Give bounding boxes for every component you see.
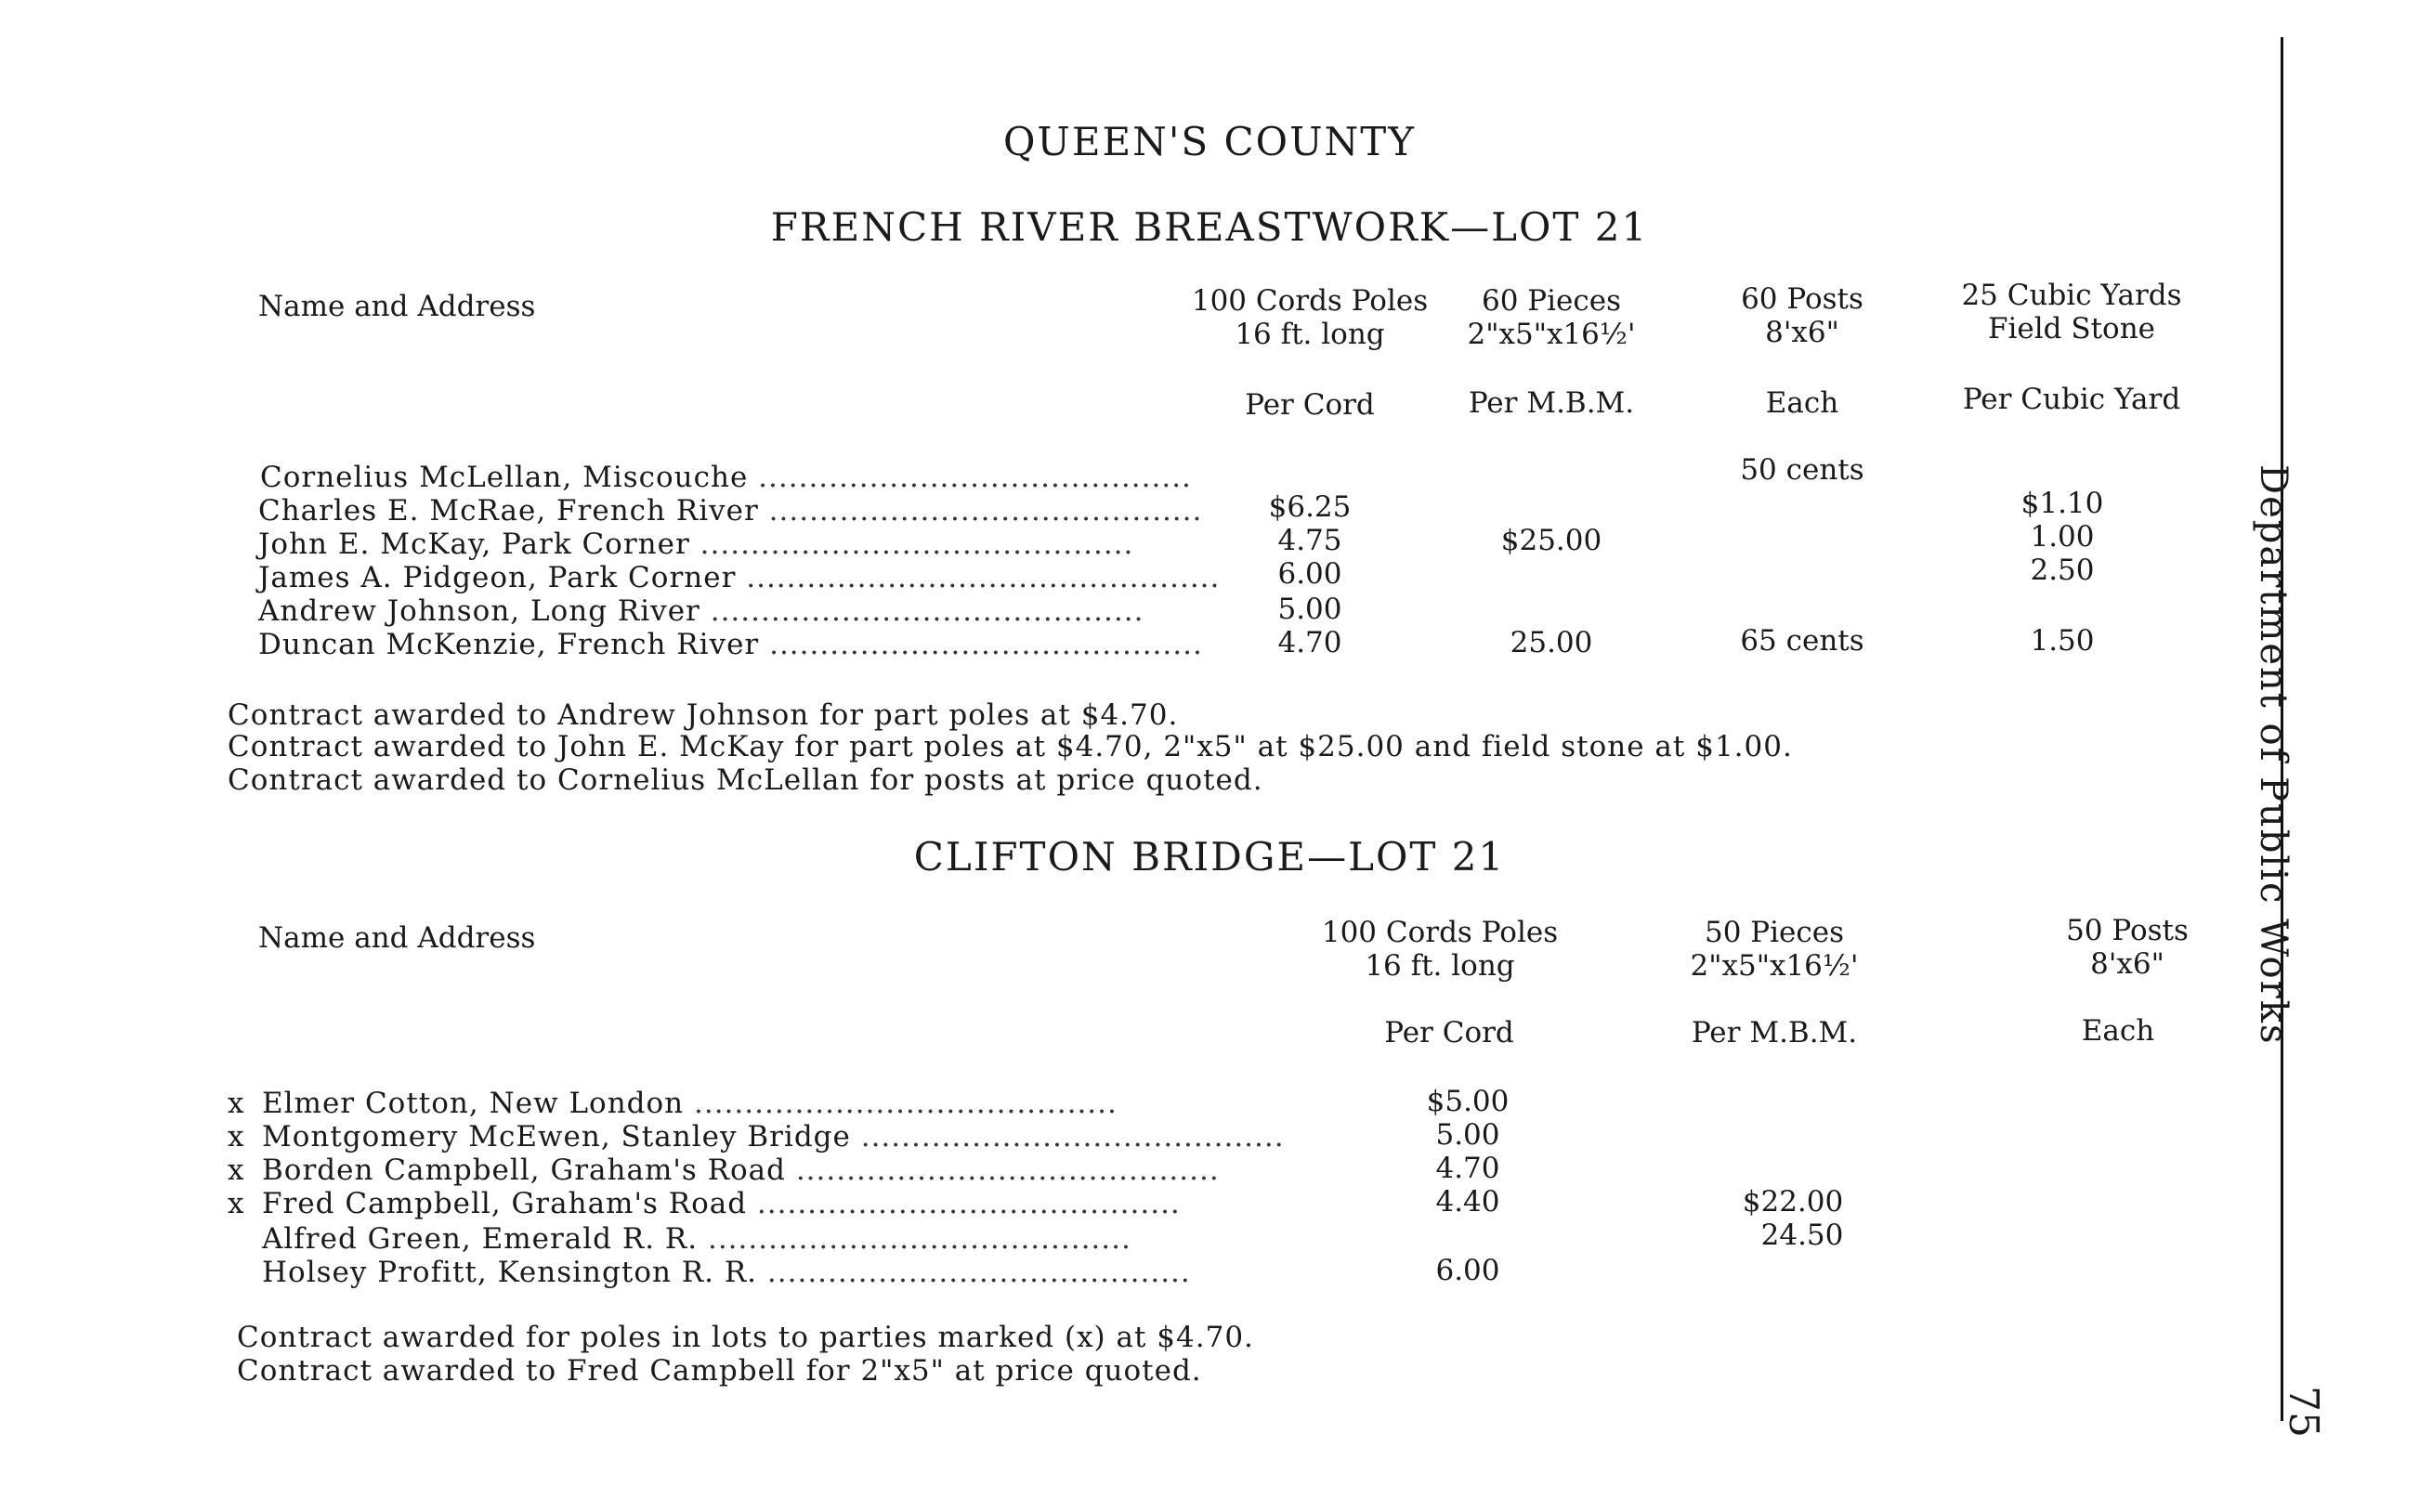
header-line: 50 Posts: [2066, 914, 2189, 947]
page-number: 75: [2280, 1386, 2327, 1438]
cell-value: $25.00: [1500, 524, 1602, 557]
contract-note: Contract awarded to Andrew Johnson for part poles at $4.70.: [228, 698, 1179, 732]
header-line: Field Stone: [1987, 312, 2156, 345]
row-name: Duncan McKenzie, French River ...........................................: [258, 628, 1203, 661]
contract-note: Contract awarded for poles in lots to parties marked (x) at $4.70.: [237, 1321, 1254, 1354]
cell-value: 4.70: [1435, 1152, 1500, 1185]
cell-value: 5.00: [1277, 593, 1342, 626]
unit-header: Per Cord: [1245, 388, 1375, 422]
cell-value: 25.00: [1510, 626, 1593, 659]
row-name: Fred Campbell, Graham's Road ..........................................: [262, 1187, 1181, 1220]
cell-value: 4.75: [1277, 524, 1342, 557]
header-line: 8'x6": [2090, 947, 2164, 981]
row-mark: x: [228, 1154, 245, 1187]
county-title: QUEEN'S COUNTY: [1002, 119, 1417, 164]
cell-value: $22.00: [1742, 1185, 1844, 1219]
cell-value: $6.25: [1268, 490, 1352, 524]
department-sidebar-title: Department of Public Works: [2252, 464, 2295, 1046]
cell-value: 6.00: [1435, 1254, 1500, 1287]
column-header: [1310, 916, 1570, 983]
header-line: 60 Pieces: [1481, 284, 1622, 318]
unit-header: Each: [1765, 386, 1839, 420]
column-header: [1449, 284, 1654, 351]
cell-value: 50 cents: [1740, 453, 1864, 487]
row-name: Charles E. McRae, French River ...........................................: [258, 494, 1203, 528]
column-header: [1942, 279, 2202, 345]
cell-value: 5.00: [1435, 1118, 1500, 1152]
column-header: [1654, 916, 1895, 983]
header-line: 16 ft. long: [1235, 318, 1385, 351]
header-line: 2"x5"x16½': [1467, 318, 1636, 351]
column-header: [1709, 282, 1895, 349]
header-line: 100 Cords Poles: [1321, 916, 1559, 949]
header-line: 2"x5"x16½': [1690, 949, 1859, 983]
name-address-header: Name and Address: [258, 290, 536, 323]
cell-value: $1.10: [2020, 487, 2104, 520]
row-name: James A. Pidgeon, Park Corner ...............................................: [258, 561, 1221, 594]
section-title: CLIFTON BRIDGE—LOT 21: [913, 834, 1506, 880]
cell-value: 2.50: [2030, 554, 2095, 587]
row-name: Alfred Green, Emerald R. R. ..........................................: [262, 1222, 1131, 1256]
row-name: Holsey Profitt, Kensington R. R. ..........................................: [262, 1256, 1191, 1289]
row-name: Borden Campbell, Graham's Road ..........................................: [262, 1154, 1220, 1187]
column-header: [2025, 914, 2229, 981]
cell-value: $5.00: [1426, 1085, 1510, 1118]
row-name: Montgomery McEwen, Stanley Bridge ..........................................: [262, 1120, 1285, 1154]
row-name: John E. McKay, Park Corner ...........................................: [258, 528, 1134, 561]
unit-header: Per M.B.M.: [1468, 386, 1635, 420]
unit-header: Per Cord: [1384, 1016, 1514, 1049]
unit-header: Per M.B.M.: [1691, 1016, 1858, 1049]
row-mark: x: [228, 1187, 245, 1220]
row-mark: x: [228, 1087, 245, 1120]
section-title: FRENCH RIVER BREASTWORK—LOT 21: [770, 204, 1649, 250]
header-line: 60 Posts: [1741, 282, 1863, 316]
row-name: Elmer Cotton, New London ..........................................: [262, 1087, 1118, 1120]
header-line: 100 Cords Poles: [1191, 284, 1429, 318]
row-name: Andrew Johnson, Long River ...........................................: [258, 594, 1144, 628]
contract-note: Contract awarded to John E. McKay for part poles at $4.70, 2"x5" at $25.00 and field stone at $1.00.: [228, 730, 1793, 763]
cell-value: 4.40: [1435, 1185, 1500, 1219]
header-line: 16 ft. long: [1365, 949, 1515, 983]
cell-value: 1.00: [2030, 520, 2095, 554]
header-line: 25 Cubic Yards: [1961, 279, 2182, 312]
cell-value: 24.50: [1760, 1219, 1844, 1252]
unit-header: Each: [2081, 1014, 2155, 1048]
name-address-header: Name and Address: [258, 921, 536, 955]
cell-value: 65 cents: [1740, 624, 1864, 658]
contract-note: Contract awarded to Cornelius McLellan for posts at price quoted.: [228, 763, 1263, 797]
row-mark: x: [228, 1120, 245, 1154]
row-name: Cornelius McLellan, Miscouche ...........................................: [260, 461, 1192, 494]
cell-value: 1.50: [2030, 624, 2095, 658]
header-line: 50 Pieces: [1704, 916, 1845, 949]
cell-value: 6.00: [1277, 557, 1342, 591]
column-header: [1189, 284, 1431, 351]
unit-header: Per Cubic Yard: [1962, 383, 2181, 416]
cell-value: 4.70: [1277, 626, 1342, 659]
header-line: 8'x6": [1765, 316, 1839, 349]
contract-note: Contract awarded to Fred Campbell for 2"x5" at price quoted.: [237, 1354, 1202, 1388]
